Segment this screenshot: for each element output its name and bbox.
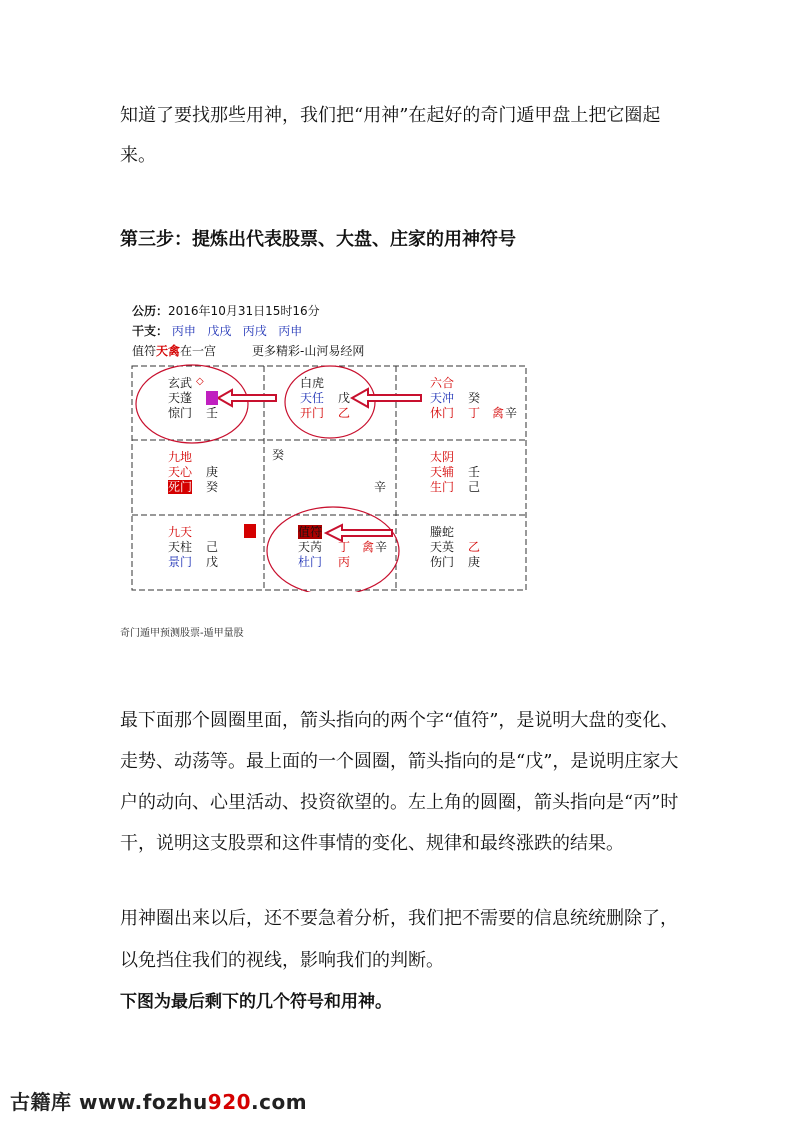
ml-god: 九地 (168, 450, 193, 464)
tr-stem-bottom: 丁 (468, 406, 481, 420)
calendar-value: 2016年10月31日15时16分 (168, 304, 320, 318)
next-figure-note: 下图为最后剩下的几个符号和用神。 (120, 992, 392, 1012)
tl-stem-bottom: 壬 (206, 406, 219, 420)
tr-god: 六合 (430, 376, 455, 390)
tr-star: 天冲 (430, 391, 455, 405)
arrow-top-mid (352, 389, 421, 407)
url-number: 920 (207, 1090, 252, 1114)
bm-extra-b: 辛 (375, 540, 388, 554)
br-stem-top: 乙 (468, 540, 481, 554)
tm-door: 开门 (300, 406, 325, 420)
zhifu-prefix: 值符 (132, 344, 157, 358)
tl-star: 天蓬 (168, 391, 193, 405)
tm-stem-top: 戊 (338, 391, 351, 405)
tm-god: 白虎 (300, 376, 325, 390)
arrow-top-left (218, 390, 276, 406)
brand-name: 古籍库 (10, 1090, 72, 1114)
br-stem-bottom: 庚 (468, 555, 481, 569)
bl-god: 九天 (168, 525, 193, 539)
removal-paragraph: 用神圈出来以后，还不要急着分析，我们把不需要的信息统统删除了，以免挡住我们的视线，影响我们的判断。 (120, 908, 678, 971)
tr-stem-top: 癸 (468, 391, 481, 405)
tr-door: 休门 (430, 406, 455, 420)
ml-door: 死门 (168, 480, 193, 494)
more-link-text: 更多精彩-山河易经网 (252, 344, 365, 358)
mr-door: 生门 (430, 480, 455, 494)
url-suffix: .com (251, 1090, 308, 1114)
arrow-bottom-mid (326, 525, 392, 541)
tr-extra-b: 辛 (505, 406, 518, 420)
mm-stem-a: 癸 (272, 448, 285, 462)
ganzhi-hour: 丙申 (278, 324, 303, 338)
bm-extra-a: 禽 (362, 540, 375, 554)
bm-stem-bottom: 丙 (338, 555, 351, 569)
figure-caption: 奇门遁甲预测股票-遁甲量股 (120, 628, 244, 639)
ganzhi-month: 戊戌 (207, 324, 232, 338)
ml-stem-bottom: 癸 (206, 480, 219, 494)
bm-star: 天芮 (298, 540, 323, 554)
bm-door: 杜门 (298, 555, 323, 569)
tm-star: 天任 (300, 391, 325, 405)
intro-paragraph: 知道了要找那些用神，我们把“用神”在起好的奇门遁甲盘上把它圈起来。 (120, 105, 661, 166)
qimen-chart (128, 300, 530, 592)
ml-star: 天心 (168, 465, 193, 479)
site-watermark (10, 1086, 307, 1115)
bm-god: 值符 (298, 525, 323, 539)
mr-star: 天辅 (430, 465, 455, 479)
tl-stem-top: 丙 (206, 391, 219, 405)
step-three-heading: 第三步：提炼出代表股票、大盘、庄家的用神符号 (120, 229, 516, 250)
ganzhi-year: 丙申 (171, 324, 196, 338)
ml-stem-top: 庚 (206, 465, 219, 479)
br-god: 螣蛇 (430, 525, 455, 539)
bl-mark: 马 (244, 524, 257, 538)
ganzhi-day: 丙戌 (242, 324, 267, 338)
explanation-paragraph: 最下面那个圆圈里面，箭头指向的两个字“值符”，是说明大盘的变化、走势、动荡等。最上面的一个圆圈，箭头指向的是“戊”，是说明庄家大户的动向、心里活动、投资欲望的。左上角的圆圈，箭头指向是“丙”时干，说明这支股票和这件事情的变化、规律和最终涨跌的结果。 (120, 710, 679, 854)
ganzhi-label: 干支： (132, 324, 169, 338)
tl-door: 惊门 (168, 406, 193, 420)
bl-stem-top: 己 (206, 540, 219, 554)
mm-stem-b: 辛 (374, 480, 387, 494)
bl-door: 景门 (168, 555, 193, 569)
url-prefix: www.fozhu (78, 1090, 208, 1114)
bl-star: 天柱 (168, 540, 193, 554)
tm-stem-bottom: 乙 (338, 406, 351, 420)
tr-extra-a: 禽 (492, 406, 505, 420)
bm-stem-top: 丁 (338, 540, 351, 554)
mr-stem-top: 壬 (468, 465, 481, 479)
zhifu-suffix: 在一宫 (180, 344, 217, 358)
mr-god: 太阴 (430, 450, 455, 464)
zhifu-star: 天禽 (156, 344, 181, 358)
mr-stem-bottom: 己 (468, 480, 481, 494)
br-star: 天英 (430, 540, 455, 554)
br-door: 伤门 (430, 555, 455, 569)
tl-god: 玄武 (168, 376, 193, 390)
bl-stem-bottom: 戊 (206, 555, 219, 569)
diamond-icon: ◇ (196, 376, 204, 387)
calendar-label: 公历： (132, 304, 169, 318)
